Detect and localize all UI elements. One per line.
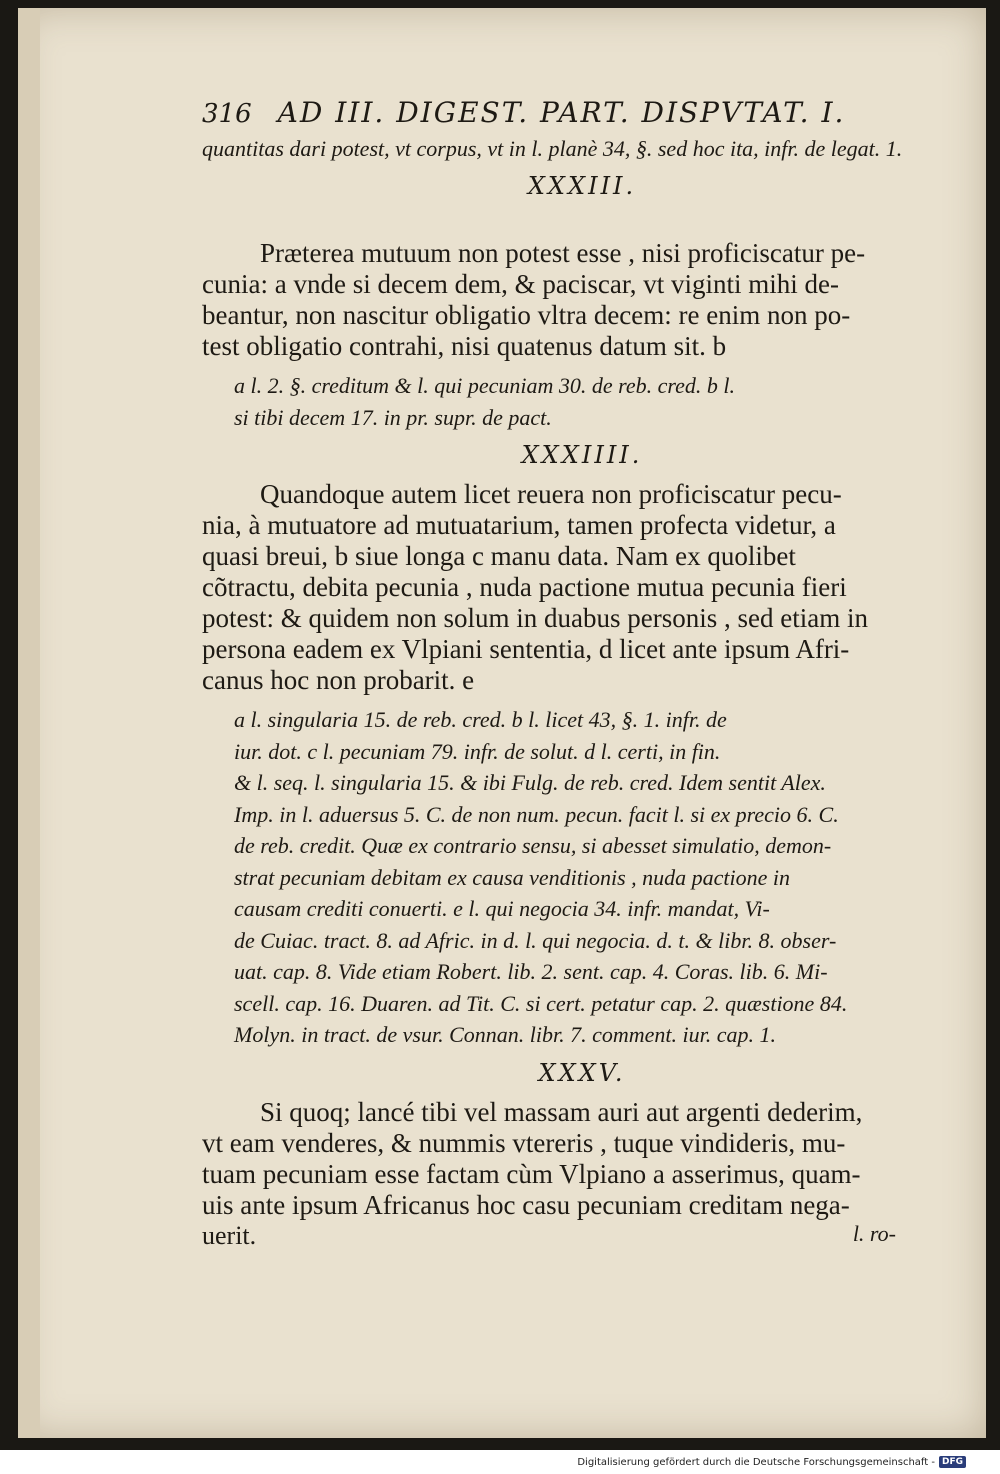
footer-credit [577, 1456, 966, 1468]
paragraph-line: nia, à mutuatore ad mutuatarium, tamen profecta videtur, a [202, 510, 836, 540]
dfg-logo-icon: DFG [939, 1456, 966, 1468]
paragraph-line: canus hoc non probarit. e [202, 665, 475, 695]
footnote-line: si tibi decem 17. in pr. supr. de pact. [234, 404, 552, 430]
footnote-line: Molyn. in tract. de vsur. Connan. libr. 7. comment. iur. cap. 1. [234, 1022, 777, 1047]
section-numeral: XXXIII. [527, 172, 637, 200]
running-head [202, 96, 922, 129]
footnote-line: strat pecuniam debitam ex causa venditionis , nuda pactione in [234, 864, 791, 890]
continuation-note: quantitas dari potest, vt corpus, vt in l. planè 34, §. sed hoc ita, infr. de legat. 1. [202, 136, 903, 161]
paragraph-line: uis ante ipsum Africanus hoc casu pecuniam creditam nega- [202, 1189, 850, 1220]
paragraph-line: Si quoq; lancé tibi vel massam auri aut argenti dederim, [260, 1096, 863, 1127]
page-text [202, 96, 922, 1251]
paragraph-line: tuam pecuniam esse factam cùm Vlpiano a asserimus, quam- [202, 1158, 861, 1189]
paragraph-line: beantur, non nascitur obligatio vltra decem: re enim non po- [202, 300, 851, 330]
footnote-line: de Cuiac. tract. 8. ad Afric. in d. l. qui negocia. d. t. & libr. 8. obser- [234, 927, 837, 953]
footnote-line: a l. singularia 15. de reb. cred. b l. licet 43, §. 1. infr. de [234, 707, 727, 732]
footnotes [234, 704, 922, 1051]
paragraph-line: Præterea mutuum non potest esse , nisi proficiscatur pe- [260, 238, 866, 268]
footnote-line: uat. cap. 8. Vide etiam Robert. lib. 2. sent. cap. 4. Coras. lib. 6. Mi- [234, 959, 828, 984]
page-edge [18, 8, 40, 1438]
paragraph-line: cunia: a vnde si decem dem, & paciscar, vt viginti mihi de- [202, 269, 839, 299]
section-numeral: XXXV. [538, 1058, 626, 1087]
paragraph-line: test obligatio contrahi, nisi quatenus datum sit. b [202, 331, 727, 361]
section-35 [202, 1059, 922, 1251]
footnote-line: Imp. in l. aduersus 5. C. de non num. pecun. facit l. si ex precio 6. C. [234, 801, 839, 827]
running-title: AD III. DIGEST. PART. DISPVTAT. I. [277, 96, 846, 129]
paragraph-line: cõtractu, debita pecunia , nuda pactione mutua pecunia fieri [202, 572, 847, 602]
paragraph-line: quasi breui, b siue longa c manu data. Nam ex quolibet [202, 541, 796, 571]
page-number: 316 [202, 99, 252, 129]
footer-credit-text: Digitalisierung gefördert durch die Deutsche Forschungsgemeinschaft - [577, 1456, 935, 1468]
section-paragraph [202, 1097, 922, 1221]
section-paragraph [202, 479, 922, 696]
paragraph-line: vt eam venderes, & nummis vtereris , tuque vindideris, mu- [202, 1127, 846, 1158]
paragraph-line: uerit. [202, 1220, 257, 1250]
last-line [202, 1221, 922, 1251]
footnotes [234, 370, 922, 433]
paragraph-line: Quandoque autem licet reuera non proficiscatur pecu- [260, 479, 842, 509]
section-33 [202, 172, 922, 433]
footnote-line: iur. dot. c l. pecuniam 79. infr. de solut. d l. certi, in fin. [234, 738, 721, 764]
section-paragraph [202, 238, 922, 362]
paragraph-line: persona eadem ex Vlpiani sententia, d licet ante ipsum Afri- [202, 634, 850, 664]
catchword: l. ro- [852, 1220, 896, 1246]
footnote-line: & l. seq. l. singularia 15. & ibi Fulg. de reb. cred. Idem sentit Alex. [234, 770, 826, 795]
paragraph-line: potest: & quidem non solum in duabus personis , sed etiam in [202, 603, 868, 633]
footnote-line: scell. cap. 16. Duaren. ad Tit. C. si cert. petatur cap. 2. quæstione 84. [234, 990, 848, 1016]
section-numeral: XXXIIII. [521, 441, 643, 469]
footnote-line: de reb. credit. Quæ ex contrario sensu, si abesset simulatio, demon- [234, 833, 832, 858]
footnote-line: causam crediti conuerti. e l. qui negocia 34. infr. mandat, Vi- [234, 896, 770, 921]
footnote-line: a l. 2. §. creditum & l. qui pecuniam 30. de reb. cred. b l. [234, 373, 736, 398]
section-34 [202, 441, 922, 1051]
